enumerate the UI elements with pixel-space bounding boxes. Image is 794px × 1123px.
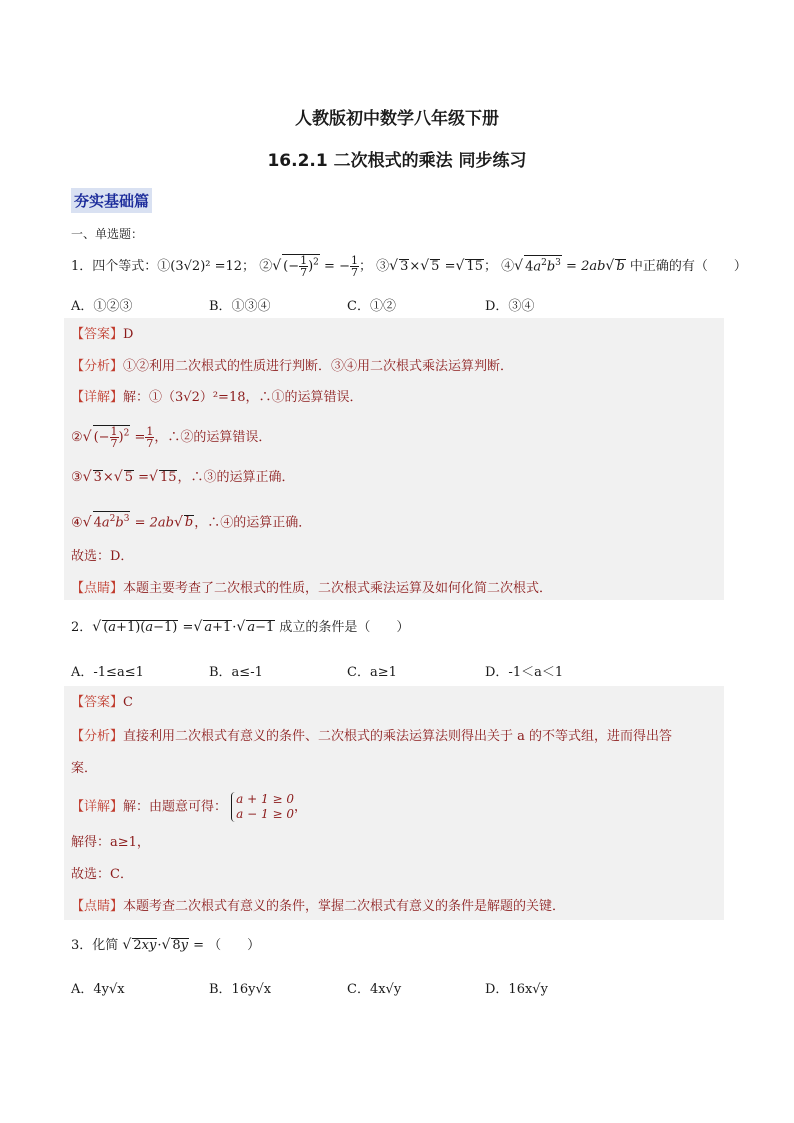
part-heading: 一、单选题： xyxy=(71,227,144,241)
q1-detail-3: ③√ 3×√ 5 =√ 15，∴③的运算正确． xyxy=(71,469,295,485)
q3-option-b: B．16y√x xyxy=(209,982,272,997)
q1-option-d: D．③④ xyxy=(485,299,535,314)
q1-choose: 故选：D． xyxy=(71,549,134,564)
q2-analysis: 【分析】直接利用二次根式有意义的条件、二次根式的乘法运算法则得出关于 a 的不等式组，进而得出答 xyxy=(71,729,673,744)
q2-option-c: C．a≥1 xyxy=(347,665,397,680)
q2-option-b: B．a≤-1 xyxy=(209,665,263,680)
q3-option-a: A．4y√x xyxy=(71,982,125,997)
q3-option-d: D．16x√y xyxy=(485,982,548,997)
q2-detail: 【详解】解：由题意可得： a + 1 ≥ 0 a − 1 ≥ 0 ， xyxy=(71,792,307,821)
question-2: 2．√ (a+1)(a−1) =√ a+1·√ a−1 成立的条件是（ ） xyxy=(71,619,410,635)
q2-option-d: D．-1＜a＜1 xyxy=(485,665,564,680)
q2-option-a: A．-1≤a≤1 xyxy=(71,665,144,680)
q1-option-b: B．①③④ xyxy=(209,299,271,314)
q3-option-c: C．4x√y xyxy=(347,982,402,997)
document-title: 人教版初中数学八年级下册 xyxy=(295,109,499,129)
q1-option-a: A．①②③ xyxy=(71,299,133,314)
inequality-system: a + 1 ≥ 0 a − 1 ≥ 0 xyxy=(231,792,294,822)
q1-analysis: 【分析】①②利用二次根式的性质进行判断．③④用二次根式乘法运算判断． xyxy=(71,359,514,374)
question-1: 1．四个等式：①(3√2)² =12； ②√ (− $\frac{1}{7}$ )$^2$ = − $\frac{1}{7}$ ； ③√ 3×√ 5 =√ 15； ④√ $4a^2b^3 = 2ab√$ b 中正确的有（ ） xyxy=(71,254,747,279)
q2-comment: 【点睛】本题考查二次根式有意义的条件，掌握二次根式有意义的条件是解题的关键． xyxy=(71,899,566,914)
q1-detail-4: ④√ $4a^2b^3 = 2ab√$ b，∴④的运算正确． xyxy=(71,511,311,532)
q2-choose: 故选：C． xyxy=(71,867,133,882)
question-3: 3．化简 √ 2xy·√ 8y = （ ） xyxy=(71,937,261,953)
q1-answer: 【答案】D xyxy=(71,327,134,342)
q1-comment: 【点睛】本题主要考查了二次根式的性质，二次根式乘法运算及如何化简二次根式． xyxy=(71,581,553,596)
section-heading: 夯实基础篇 xyxy=(71,188,152,213)
q2-analysis-cont: 案． xyxy=(71,761,98,776)
q1-option-c: C．①② xyxy=(347,299,396,314)
q2-solve: 解得：a≥1， xyxy=(71,835,150,850)
document-subtitle: 16.2.1 二次根式的乘法 同步练习 xyxy=(267,151,527,171)
q1-detail: 【详解】解：①（3√2）²=18，∴①的运算错误． xyxy=(71,390,363,405)
q1-detail-2: ②√ (− $\frac{1}{7}$ )$^2$ = $\frac{1}{7}$ ，∴②的运算错误． xyxy=(71,425,272,450)
q2-answer: 【答案】C xyxy=(71,695,133,710)
